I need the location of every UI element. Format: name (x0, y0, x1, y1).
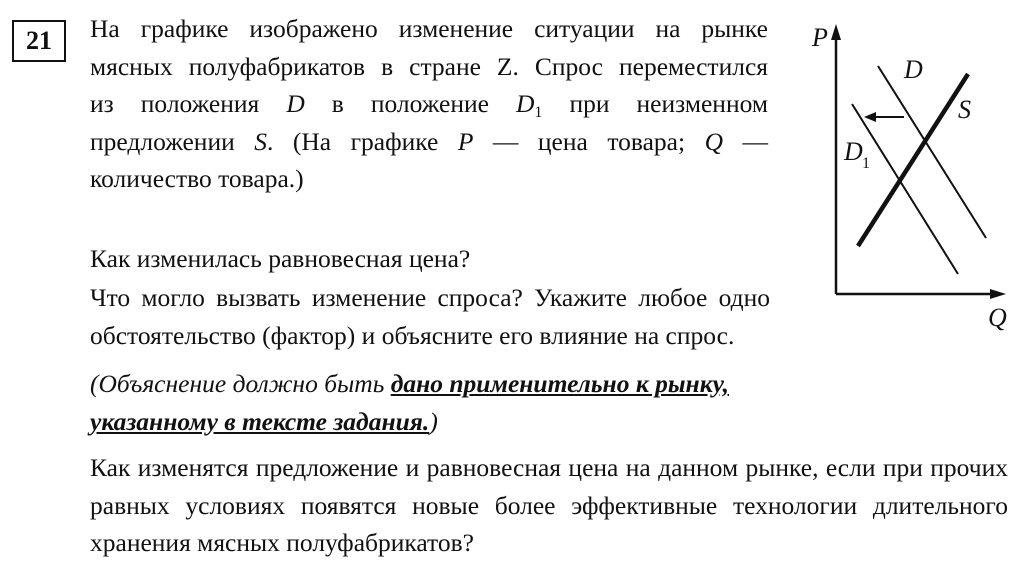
note-open: (Объяснение должно быть (90, 369, 391, 398)
question-supply-line-2: равных условиях появятся новые более эффективные технологии длительного (90, 490, 1008, 520)
demand-curve-d (878, 66, 986, 238)
supply-curve-s (858, 74, 968, 246)
supply-demand-graph (800, 18, 1020, 338)
shift-arrow-head (864, 112, 876, 122)
note-underlined-1: дано применительно к рынку, (390, 369, 730, 398)
axis-label-p: P (812, 23, 828, 52)
label-d1-subscript: 1 (862, 155, 870, 172)
question-price: Как изменилась равновесная цена? (90, 244, 471, 273)
question-supply (90, 449, 1008, 562)
label-d1: D (844, 137, 863, 166)
question-demand-line-1: Что могло вызвать изменение спроса? Укажите любое одно (90, 283, 770, 312)
explanation-note (90, 365, 770, 440)
x-axis-arrow (990, 289, 1006, 299)
question-demand (90, 279, 770, 354)
question-demand-line-2: обстоятельство (фактор) и объясните его влияние на спрос. (90, 320, 735, 350)
note-close: ) (429, 406, 438, 436)
intro-line-3: из положения D в положение $D_1$ при неизменном (90, 89, 769, 121)
label-d: D (904, 55, 923, 84)
task-number: 21 (12, 20, 66, 62)
note-underlined-2: указанному в тексте задания. (90, 406, 430, 436)
intro-line-4: предложении S. (На графике P — цена товара; Q — (90, 126, 768, 156)
question-supply-line-1: Как изменятся предложение и равновесная цена на данном рынке, если при прочих (90, 453, 1008, 482)
axis-label-q: Q (988, 303, 1007, 332)
intro-line-2: мясных полуфабрикатов в стране Z. Спрос переместился (90, 51, 768, 81)
y-axis-arrow (831, 24, 841, 40)
intro-paragraph (90, 10, 768, 198)
intro-line-5: количество товара.) (90, 164, 304, 193)
intro-line-1: На графике изображено изменение ситуации на рынке (90, 14, 768, 43)
label-s: S (958, 95, 971, 124)
question-supply-line-3: хранения мясных полуфабрикатов? (90, 528, 474, 557)
demand-curve-d1 (852, 104, 958, 274)
